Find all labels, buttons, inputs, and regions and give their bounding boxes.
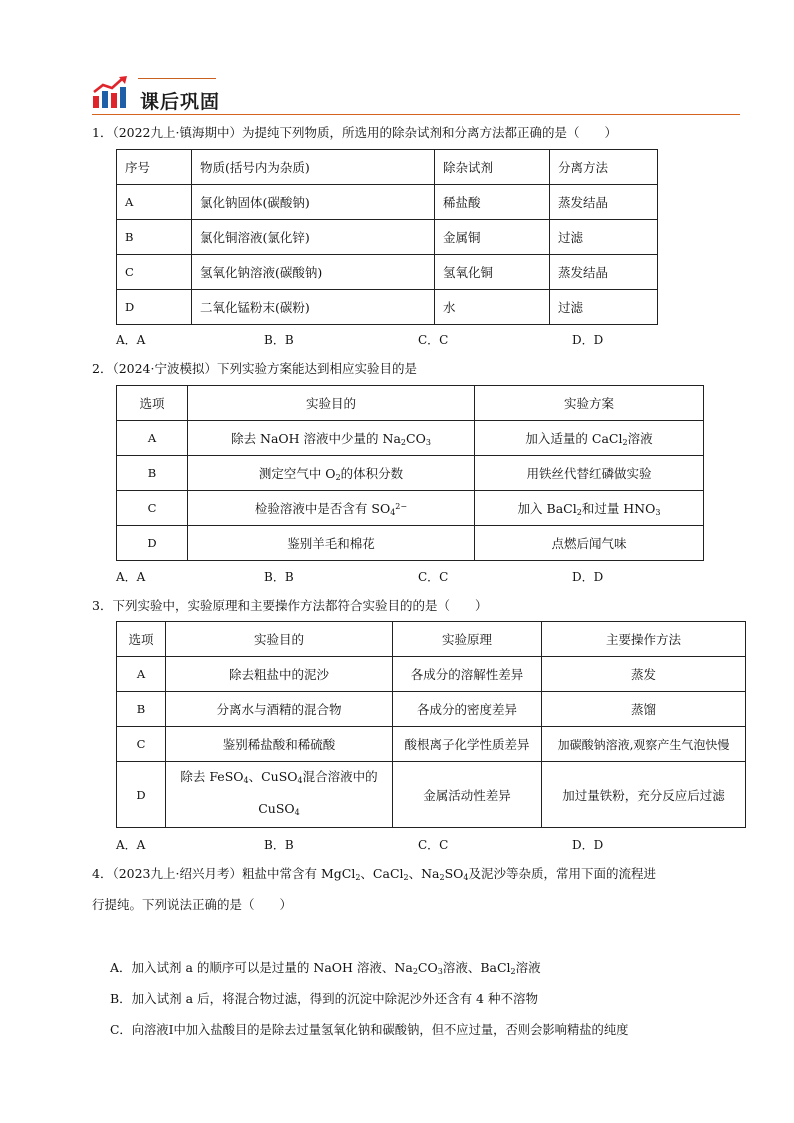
table-cell (188, 421, 475, 456)
table-cell: 过滤 (550, 290, 658, 325)
table-cell: 分离水与酒精的混合物 (166, 692, 393, 727)
subscript: 2 (439, 873, 445, 882)
table-row (117, 526, 704, 561)
table-cell: B (117, 692, 166, 727)
subscript: 2 (335, 473, 341, 482)
table-row (117, 456, 704, 491)
table-header-cell: 实验原理 (393, 622, 542, 657)
table-cell: C (117, 727, 166, 762)
option-b[interactable]: B．B (264, 570, 294, 584)
table-header-cell: 分离方法 (550, 150, 658, 185)
question-1-stem: 1．（2022九上·镇海期中）为提纯下列物质，所选用的除杂试剂和分离方法都正确的是（ ） (92, 125, 617, 140)
option-d[interactable]: D．D (572, 570, 604, 584)
question-3-table (116, 621, 746, 828)
table-cell: 水 (435, 290, 550, 325)
table-row (117, 727, 746, 762)
subscript: 2 (576, 508, 582, 517)
subscript: 4 (463, 873, 469, 882)
subscript: 2 (355, 873, 361, 882)
subscript: 2 (412, 967, 418, 976)
table-cell: C (117, 491, 188, 526)
table-header-cell: 物质(括号内为杂质) (192, 150, 435, 185)
table-row (117, 290, 658, 325)
table-cell: A (117, 185, 192, 220)
table-cell: 鉴别稀盐酸和稀硫酸 (166, 727, 393, 762)
subscript: 2 (622, 438, 628, 447)
option-c[interactable]: C．向溶液Ⅰ中加入盐酸目的是除去过量氢氧化钠和碳酸钠，但不应过量，否则会影响精盐的纯度 (110, 1023, 629, 1037)
table-row (117, 692, 746, 727)
option-text: 溶液 (515, 960, 541, 975)
option-a[interactable]: A．A (116, 570, 146, 584)
table-header-cell: 实验方案 (475, 386, 704, 421)
subscript: 2 (403, 873, 409, 882)
question-3-stem: 3．下列实验中，实验原理和主要操作方法都符合实验目的的是（ ） (92, 598, 488, 613)
table-cell: 稀盐酸 (435, 185, 550, 220)
table-row (117, 762, 746, 828)
header-top-line (138, 78, 216, 79)
table-cell: 蒸发结晶 (550, 255, 658, 290)
subscript: 4 (297, 775, 303, 785)
question-4-stem (92, 864, 656, 888)
table-row (117, 421, 704, 456)
subscript: 3 (425, 438, 431, 447)
stem-text: 及泥沙等杂质，常用下面的流程进 (468, 866, 657, 881)
table-cell: 酸根离子化学性质差异 (393, 727, 542, 762)
cell-text: 除去 FeSO (180, 768, 244, 784)
option-a[interactable]: A．A (116, 838, 146, 852)
subscript: 2 (510, 967, 516, 976)
cell-text: 和过量 HNO (581, 501, 656, 516)
table-cell (475, 491, 704, 526)
table-cell (166, 762, 393, 828)
option-a[interactable] (110, 958, 541, 982)
question-2-options (116, 568, 676, 584)
cell-text: 、CuSO (248, 768, 298, 784)
table-cell: 鉴别羊毛和棉花 (188, 526, 475, 561)
cell-text: 加入 BaCl (517, 501, 577, 516)
table-cell: 各成分的溶解性差异 (393, 657, 542, 692)
table-cell: 氢氧化钠溶液(碳酸钠) (192, 255, 435, 290)
subscript: 2 (400, 438, 407, 447)
table-cell: 氯化钠固体(碳酸钠) (192, 185, 435, 220)
table-cell: 金属铜 (435, 220, 550, 255)
table-cell (188, 491, 475, 526)
table-cell: 蒸发结晶 (550, 185, 658, 220)
table-row (117, 657, 746, 692)
table-cell: B (117, 220, 192, 255)
cell-text: 测定空气中 O (258, 466, 336, 481)
question-1-options (116, 331, 676, 347)
cell-text: 溶液 (627, 431, 653, 446)
subscript: 4 (294, 807, 300, 817)
table-cell: D (117, 526, 188, 561)
option-d[interactable]: D．D (572, 838, 604, 852)
option-d[interactable]: D．D (572, 333, 604, 347)
option-text: 溶液、BaCl (442, 960, 511, 975)
table-row (117, 491, 704, 526)
cell-line (170, 763, 388, 795)
table-header-cell: 序号 (117, 150, 192, 185)
table-cell: 用铁丝代替红磷做实验 (475, 456, 704, 491)
table-cell: 加过量铁粉，充分反应后过滤 (542, 762, 746, 828)
stem-text: 、Na (408, 866, 440, 881)
option-b[interactable]: B．加入试剂 a 后，将混合物过滤，得到的沉淀中除泥沙外还含有 4 种不溶物 (110, 991, 538, 1006)
table-cell: 二氧化锰粉末(碳粉) (192, 290, 435, 325)
section-title: 课后巩固 (140, 91, 221, 113)
question-4-stem-line-2: 行提纯。下列说法正确的是（ ） (92, 897, 293, 912)
table-cell: 过滤 (550, 220, 658, 255)
table-cell: 除去粗盐中的泥沙 (166, 657, 393, 692)
table-row (117, 220, 658, 255)
cell-text: 的体积分数 (340, 466, 404, 481)
cell-text: 除去 NaOH 溶液中少量的 Na (231, 431, 401, 446)
table-cell: 氢氧化铜 (435, 255, 550, 290)
table-cell: 加碳酸钠溶液,观察产生气泡快慢 (542, 727, 746, 762)
table-header-row (117, 622, 746, 657)
question-1-table (116, 149, 658, 325)
option-text: CO (417, 960, 438, 975)
table-cell: 氯化铜溶液(氯化锌) (192, 220, 435, 255)
option-c[interactable]: C．C (418, 838, 449, 852)
table-header-cell: 选项 (117, 386, 188, 421)
subscript: 4 (243, 775, 249, 785)
chart-growth-icon (92, 76, 128, 110)
table-header-cell: 除杂试剂 (435, 150, 550, 185)
option-text: A．加入试剂 a 的顺序可以是过量的 NaOH 溶液、Na (110, 960, 413, 975)
superscript: 2− (395, 502, 408, 511)
stem-text: 4．（2023九上·绍兴月考）粗盐中常含有 MgCl (92, 866, 356, 881)
subscript: 4 (390, 508, 396, 517)
table-header-row (117, 386, 704, 421)
table-cell: D (117, 290, 192, 325)
table-cell: 点燃后闻气味 (475, 526, 704, 561)
table-cell: A (117, 421, 188, 456)
cell-text: 混合溶液中的 (302, 768, 378, 784)
table-header-cell: 实验目的 (166, 622, 393, 657)
cell-text: 加入适量的 CaCl (525, 431, 623, 446)
table-cell: 各成分的密度差异 (393, 692, 542, 727)
table-cell: C (117, 255, 192, 290)
table-row (117, 255, 658, 290)
question-3-options (116, 836, 676, 852)
table-cell: 蒸发 (542, 657, 746, 692)
table-cell (475, 421, 704, 456)
cell-text: CO (406, 431, 426, 446)
table-cell: 蒸馏 (542, 692, 746, 727)
table-cell: A (117, 657, 166, 692)
question-2-table (116, 385, 704, 561)
cell-text: 检验溶液中是否含有 SO (254, 501, 391, 516)
question-2-stem: 2．（2024·宁波模拟）下列实验方案能达到相应实验目的是 (92, 361, 417, 376)
table-header-row (117, 150, 658, 185)
cell-text: CuSO (258, 800, 295, 816)
table-header-cell: 实验目的 (188, 386, 475, 421)
table-row (117, 185, 658, 220)
table-cell: D (117, 762, 166, 828)
table-cell: 金属活动性差异 (393, 762, 542, 828)
header-rule (92, 114, 740, 115)
option-c[interactable]: C．C (418, 333, 449, 347)
option-b[interactable]: B．B (264, 838, 294, 852)
stem-text: 、CaCl (360, 866, 404, 881)
cell-line (170, 795, 388, 827)
option-b[interactable]: B．B (264, 333, 294, 347)
stem-text: SO (444, 866, 464, 881)
table-cell (188, 456, 475, 491)
table-cell: B (117, 456, 188, 491)
option-a[interactable]: A．A (116, 333, 146, 347)
table-header-cell: 选项 (117, 622, 166, 657)
option-c[interactable]: C．C (418, 570, 449, 584)
subscript: 3 (655, 508, 661, 517)
subscript: 3 (437, 967, 443, 976)
table-header-cell: 主要操作方法 (542, 622, 746, 657)
